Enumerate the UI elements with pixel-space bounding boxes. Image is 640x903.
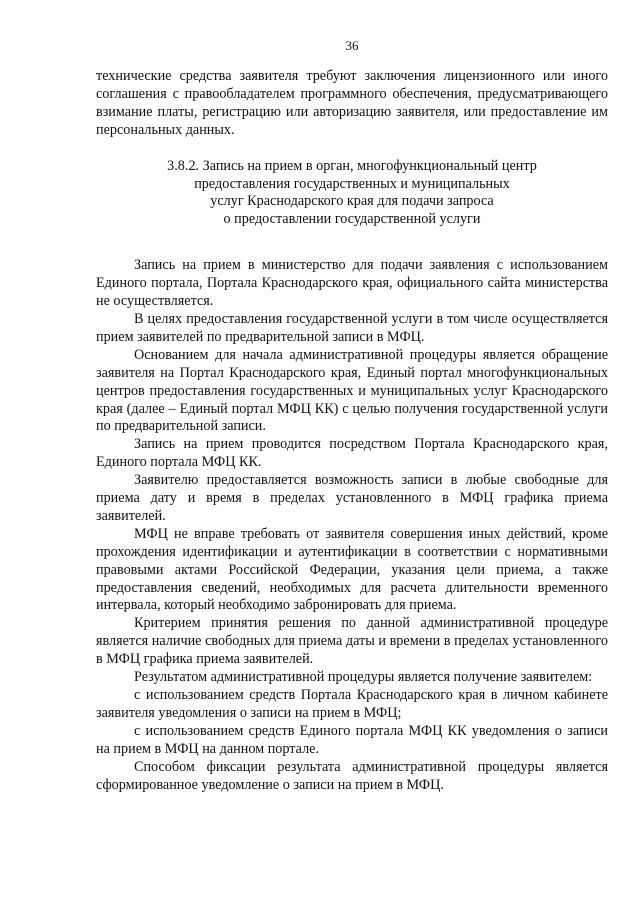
section-heading-line: предоставления государственных и муниципальных bbox=[194, 175, 510, 192]
body-paragraph: с использованием средств Портала Краснодарского края в личном кабинете заявителя уведомления о записи на прием в МФЦ; bbox=[96, 687, 608, 721]
section-heading-line: 3.8.2. Запись на прием в орган, многофункциональный центр bbox=[167, 157, 537, 174]
body-paragraph: с использованием средств Единого портала МФЦ КК уведомления о записи на прием в МФЦ на данном портале. bbox=[96, 722, 608, 757]
body-paragraph: Заявителю предоставляется возможность записи в любые свободные для приема дату и время в пределах установленного в МФЦ графика приема заявителей. bbox=[96, 472, 608, 524]
body-paragraph: Результатом административной процедуры является получение заявителем: bbox=[134, 669, 593, 686]
section-heading bbox=[96, 158, 608, 230]
body-paragraph: МФЦ не вправе требовать от заявителя совершения иных действий, кроме прохождения идентификации и аутентификации в соответствии с нормативными правовыми актами Российской Федерации, указания цели приема, а также предоставления сведений, необходимых для расчета длительности временного интервала, который необходимо забронировать для приема. bbox=[96, 525, 608, 614]
body-paragraph: Способом фиксации результата административной процедуры является сформированное уведомление о записи на прием в МФЦ. bbox=[96, 758, 608, 793]
section-heading-line: услуг Краснодарского края для подачи запроса bbox=[210, 193, 494, 210]
body-paragraph: Основанием для начала административной процедуры является обращение заявителя на Портал Краснодарского края, Единый портал многофункциональных центров предоставления государственных и муниципальных услуг Краснодарского края (далее – Единый портал МФЦ КК) с целью получения государственной услуги по предварительной записи. bbox=[96, 346, 608, 435]
body-paragraph: В целях предоставления государственной услуги в том числе осуществляется прием заявителей по предварительной записи в МФЦ. bbox=[96, 310, 608, 345]
body-paragraph: Критерием принятия решения по данной административной процедуре является наличие свободных для приема даты и времени в пределах установленного в МФЦ графика приема заявителей. bbox=[96, 615, 608, 668]
body-paragraph: Запись на прием проводится посредством Портала Краснодарского края, Единого портала МФЦ КК. bbox=[96, 436, 608, 471]
intro-paragraph: технические средства заявителя требуют заключения лицензионного или иного соглашения с правообладателем программного обеспечения, предусматривающего взимание платы, регистрацию или авторизацию заявителя, или предоставление им персональных данных. bbox=[96, 68, 608, 138]
body-paragraph: Запись на прием в министерство для подачи заявления с использованием Единого портала, Портала Краснодарского края, официального сайта министерства не осуществляется. bbox=[96, 257, 608, 310]
page-number: 36 bbox=[345, 38, 359, 53]
document-page bbox=[96, 38, 608, 794]
section-heading-line: о предоставлении государственной услуги bbox=[223, 211, 481, 228]
